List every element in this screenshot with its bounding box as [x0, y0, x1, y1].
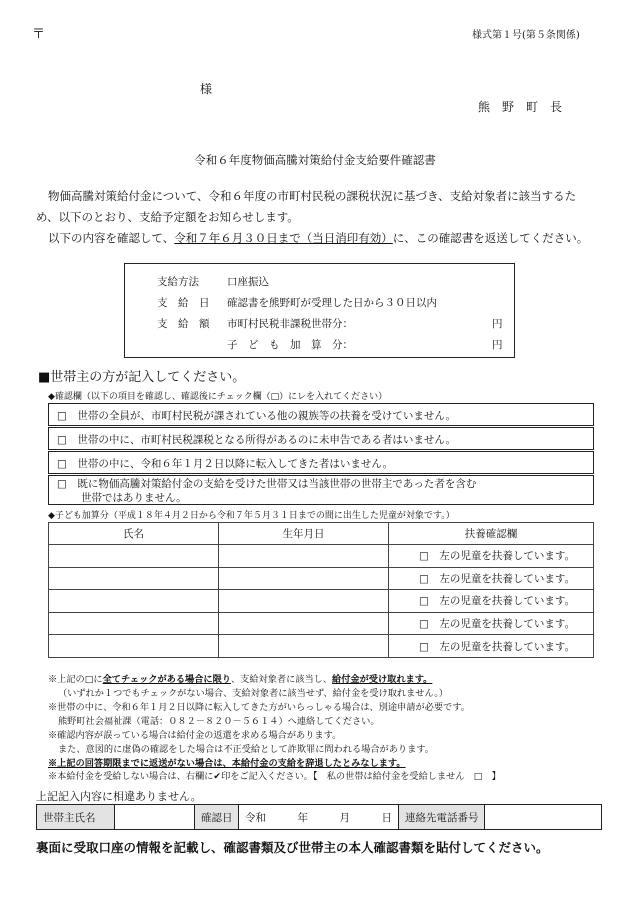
intro-line-3-pre: 以下の内容を確認して、: [48, 231, 175, 245]
child-birth-cell[interactable]: [219, 545, 389, 568]
note-8-decline[interactable]: ※本給付金を受給しない場合は、右欄に✔印をご記入ください。【 私の世帯は給付金を受給しません □ 】: [48, 771, 501, 782]
payment-method-label: 支給方法: [157, 276, 199, 288]
child-name-cell[interactable]: [49, 567, 219, 590]
confirm-item-1-text: □ 世帯の全員が、市町村民税が課されている他の親族等の扶養を受けていません。: [57, 410, 457, 422]
recipient-suffix: 様: [200, 82, 213, 96]
confirm-heading: ◆確認欄（以下の項目を確認し、確認後にチェック欄（□）にレを入れてください）: [48, 392, 388, 402]
amount-nontaxed-yen: 円: [492, 318, 503, 330]
intro-line-3-post: に、この確認書を返送してください。: [392, 231, 589, 245]
amount-nontaxed-label: 市町村民税非課税世帯分：: [227, 318, 353, 330]
col-name-header: 氏名: [49, 523, 219, 545]
support-check-cell[interactable]: □ 左の児童を扶養しています。: [389, 590, 594, 613]
confirm-date-label: 確認日: [195, 805, 239, 830]
table-row: [49, 567, 594, 590]
document-title: 令和６年度物価高騰対策給付金支給要件確認書: [194, 153, 436, 167]
note-5: ※確認内容が誤っている場合は給付金の返還を求める場合があります。: [48, 730, 342, 741]
postal-mark: 〒: [32, 27, 46, 42]
child-name-cell[interactable]: [49, 545, 219, 568]
confirm-date-field[interactable]: 令和 年 月 日: [239, 805, 399, 830]
householder-table: [36, 804, 602, 830]
confirm-item-4-line-1: □ 既に物価高騰対策給付金の支給を受けた世帯又は当該世帯の世帯主であった者を含む: [57, 478, 477, 490]
note-1: [48, 671, 432, 685]
intro-line-3: [48, 230, 588, 246]
child-birth-cell[interactable]: [219, 567, 389, 590]
payment-method-value: 口座振込: [227, 276, 269, 288]
note-7: ※上記の回答期限までに返送がない場合は、本給付金の支給を辞退したとみなします。: [48, 758, 406, 769]
child-birth-cell[interactable]: [219, 635, 389, 658]
confirm-item-4-line-2: 世帯ではありません。: [81, 492, 187, 504]
phone-field[interactable]: [485, 805, 602, 830]
note-1-d: 給付金が受け取れます。: [332, 674, 433, 685]
support-check-cell[interactable]: □ 左の児童を扶養しています。: [389, 545, 594, 568]
note-1-c: 、支給対象者に該当し、: [230, 674, 333, 685]
table-row: [49, 545, 594, 568]
support-check-cell[interactable]: □ 左の児童を扶養しています。: [389, 635, 594, 658]
table-row: [49, 635, 594, 658]
payment-date-value: 確認書を熊野町が受理した日から３０日以内: [227, 297, 437, 309]
amount-child-yen: 円: [492, 339, 503, 351]
payment-amount-label: 支 給 額: [157, 318, 210, 330]
child-name-cell[interactable]: [49, 612, 219, 635]
confirm-item-1[interactable]: [48, 403, 594, 426]
note-4: 熊野町社会福祉課（電話：０８２－８２０－５６１４）へ連絡してください。: [58, 716, 380, 727]
note-2: （いずれか１つでもチェックがない場合、支給対象者に該当せず、給付金を受け取れません。）: [58, 688, 449, 699]
confirm-item-3-text: □ 世帯の中に、令和６年１月２日以降に転入してきた者はいません。: [57, 458, 394, 470]
col-birth-header: 生年月日: [219, 523, 389, 545]
note-3: ※世帯の中に、令和６年１月２日以降に転入してきた方がいらっしゃる場合は、別途申請が必要です。: [48, 702, 470, 713]
intro-line-2: め、以下のとおり、支給予定額をお知らせします。: [36, 210, 299, 224]
table-row: [49, 590, 594, 613]
child-birth-cell[interactable]: [219, 590, 389, 613]
householder-name-label: 世帯主氏名: [37, 805, 115, 830]
note-6: また、意図的に虚偽の確認をした場合は不正受給として詐欺罪に問われる場合があります。: [58, 744, 434, 755]
amount-child-label: 子 ど も 加 算 分：: [227, 339, 353, 351]
child-table: [48, 522, 594, 658]
phone-label: 連絡先電話番号: [399, 805, 485, 830]
note-1-b: 全てチェックがある場合に限り: [102, 674, 231, 685]
confirm-item-4[interactable]: [48, 475, 594, 505]
child-name-cell[interactable]: [49, 590, 219, 613]
col-support-header: 扶養確認欄: [389, 523, 594, 545]
intro-line-1: 物価高騰対策給付金について、令和６年度の市町村民税の課税状況に基づき、支給対象者に該当するた: [48, 189, 577, 203]
confirm-item-2[interactable]: [48, 427, 594, 450]
payment-date-label: 支 給 日: [157, 297, 210, 309]
support-check-cell[interactable]: □ 左の児童を扶養しています。: [389, 567, 594, 590]
issuer: 熊 野 町 長: [478, 100, 563, 114]
child-heading: ◆子ども加算分（平成１８年４月２日から令和７年５月３１日までの間に出生した児童が対象です。）: [48, 511, 455, 521]
support-check-cell[interactable]: □ 左の児童を扶養しています。: [389, 612, 594, 635]
householder-name-field[interactable]: [115, 805, 195, 830]
confirm-item-2-text: □ 世帯の中に、市町村民税課税となる所得があるのに未申告である者はいません。: [57, 434, 457, 446]
form-number: 様式第１号(第５条関係): [472, 30, 580, 41]
note-1-a: ※上記の□に: [48, 674, 103, 685]
footer-confirm-text: 上記記入内容に相違ありません。: [36, 790, 202, 803]
deadline-text: 令和７年６月３０日まで（当日消印有効）: [174, 231, 393, 245]
householder-heading: ■世帯主の方が記入してください。: [38, 370, 246, 385]
confirm-item-3[interactable]: [48, 451, 594, 474]
footer-instruction: 裏面に受取口座の情報を記載し、確認書類及び世帯主の本人確認書類を貼付してください。: [36, 840, 549, 855]
child-name-cell[interactable]: [49, 635, 219, 658]
table-row: [49, 612, 594, 635]
child-birth-cell[interactable]: [219, 612, 389, 635]
